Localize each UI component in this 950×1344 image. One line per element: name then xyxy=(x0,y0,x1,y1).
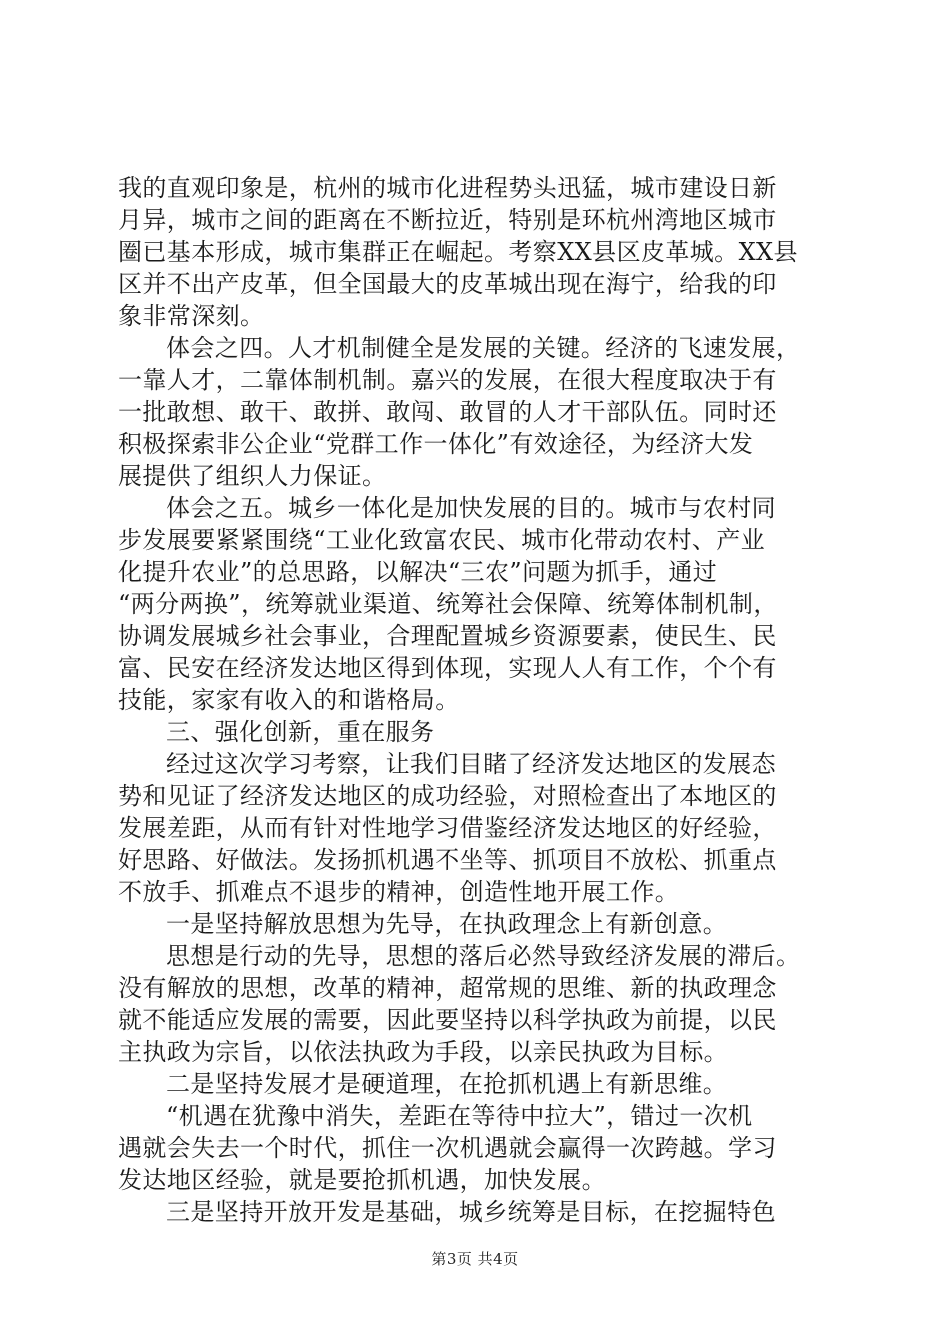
text-line: 不放手、抓难点不退步的精神，创造性地开展工作。 xyxy=(118,878,680,906)
text-line: 发展差距，从而有针对性地学习借鉴经济发达地区的好经验， xyxy=(118,814,777,842)
text-line: “两分两换”，统筹就业渠道、统筹社会保障、统筹体制机制， xyxy=(118,590,778,618)
text-line: 展提供了组织人力保证。 xyxy=(118,462,387,490)
text-line: 月异，城市之间的距离在不断拉近，特别是环杭州湾地区城市 xyxy=(118,206,777,234)
text-line: 化提升农业”的总思路，以解决“三农”问题为抓手，通过 xyxy=(118,558,718,586)
text-line: 发达地区经验，就是要抢抓机遇，加快发展。 xyxy=(118,1166,606,1194)
text-line: 协调发展城乡社会事业，合理配置城乡资源要素，使民生、民 xyxy=(118,622,777,650)
paragraph-start-line: 体会之五。城乡一体化是加快发展的目的。城市与农村同 xyxy=(166,494,776,522)
text-line: 技能，家家有收入的和谐格局。 xyxy=(118,686,460,714)
paragraph-start-line: “机遇在犹豫中消失，差距在等待中拉大”，错过一次机 xyxy=(166,1102,753,1130)
text-line: 积极探索非公企业“党群工作一体化”有效途径，为经济大发 xyxy=(118,430,754,458)
text-line: 好思路、好做法。发扬抓机遇不坐等、抓项目不放松、抓重点 xyxy=(118,846,777,874)
subheading-line: 三是坚持开放开发是基础，城乡统筹是目标，在挖掘特色 xyxy=(166,1198,776,1226)
text-line: 就不能适应发展的需要，因此要坚持以科学执政为前提，以民 xyxy=(118,1006,777,1034)
subheading-line: 一是坚持解放思想为先导，在执政理念上有新创意。 xyxy=(166,910,728,938)
text-line: 没有解放的思想，改革的精神，超常规的思维、新的执政理念 xyxy=(118,974,777,1002)
paragraph-start-line: 思想是行动的先导，思想的落后必然导致经济发展的滞后。 xyxy=(166,942,801,970)
page-number-footer: 第3页 共4页 xyxy=(431,1250,519,1268)
text-line: 富、民安在经济发达地区得到体现，实现人人有工作，个个有 xyxy=(118,654,777,682)
text-line: 象非常深刻。 xyxy=(118,302,265,330)
text-line: 圈已基本形成，城市集群正在崛起。考察XX县区皮革城。XX县 xyxy=(118,238,798,266)
text-line: 区并不出产皮革，但全国最大的皮革城出现在海宁，给我的印 xyxy=(118,270,777,298)
subheading-line: 二是坚持发展才是硬道理，在抢抓机遇上有新思维。 xyxy=(166,1070,728,1098)
text-line: 遇就会失去一个时代，抓住一次机遇就会赢得一次跨越。学习 xyxy=(118,1134,777,1162)
document-body xyxy=(118,172,838,1228)
text-line: 一批敢想、敢干、敢拼、敢闯、敢冒的人才干部队伍。同时还 xyxy=(118,398,777,426)
paragraph-start-line: 体会之四。人才机制健全是发展的关键。经济的飞速发展， xyxy=(166,334,801,362)
paragraph-start-line: 经过这次学习考察，让我们目睹了经济发达地区的发展态 xyxy=(166,750,776,778)
text-line: 步发展要紧紧围绕“工业化致富农民、城市化带动农村、产业 xyxy=(118,526,766,554)
text-line: 主执政为宗旨，以依法执政为手段，以亲民执政为目标。 xyxy=(118,1038,728,1066)
text-line: 一靠人才，二靠体制机制。嘉兴的发展，在很大程度取决于有 xyxy=(118,366,777,394)
text-line: 势和见证了经济发达地区的成功经验，对照检查出了本地区的 xyxy=(118,782,777,810)
section-heading: 三、强化创新，重在服务 xyxy=(166,718,435,746)
text-line: 我的直观印象是，杭州的城市化进程势头迅猛，城市建设日新 xyxy=(118,174,777,202)
